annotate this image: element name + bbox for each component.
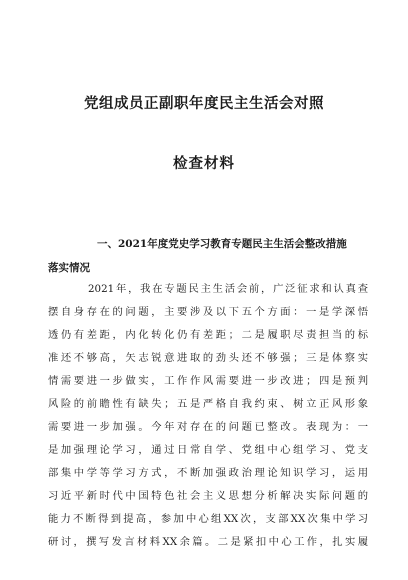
body-line-3: 透仍有差距，内化转化仍有差距；二是履职尽责担当的标 bbox=[48, 329, 368, 341]
document-title-line-1: 党组成员正副职年度民主生活会对照 bbox=[84, 95, 324, 112]
body-line-1: 2021年，我在专题民主生活会前，广泛征求和认真查 bbox=[88, 283, 368, 295]
body-line-8: 是加强理论学习，通过日常自学、党组中心组学习、党支 bbox=[48, 444, 368, 456]
section-1-heading-line-2: 落实情况 bbox=[48, 262, 90, 274]
body-line-12: 研讨，撰写发言材料XX余篇。二是紧扣中心工作，扎实履 bbox=[48, 536, 368, 548]
body-line-2: 摆自身存在的问题，主要涉及以下五个方面：一是学深悟 bbox=[48, 306, 368, 318]
document-title-line-2: 检查材料 bbox=[173, 155, 235, 172]
body-line-5: 情需要进一步做实，工作作风需要进一步改进；四是预判 bbox=[48, 375, 368, 387]
body-line-7: 需要进一步加强。今年对存在的问题已整改。表现为：一 bbox=[48, 421, 368, 433]
body-line-10: 习近平新时代中国特色社会主义思想分析解决实际问题的 bbox=[48, 490, 368, 502]
body-line-11: 能力不断得到提高，参加中心组XX次，支部XX次集中学习 bbox=[48, 513, 368, 525]
body-line-6: 风险的前瞻性有缺失；五是严格自我约束、树立正风形象 bbox=[48, 398, 368, 410]
section-1-heading-line-1: 一、2021年度党史学习教育专题民主生活会整改措施 bbox=[97, 238, 347, 250]
body-line-9: 部集中学等学习方式，不断加强政治理论知识学习，运用 bbox=[48, 467, 368, 479]
body-line-4: 准还不够高，矢志锐意进取的劲头还不够强；三是体察实 bbox=[48, 352, 368, 364]
